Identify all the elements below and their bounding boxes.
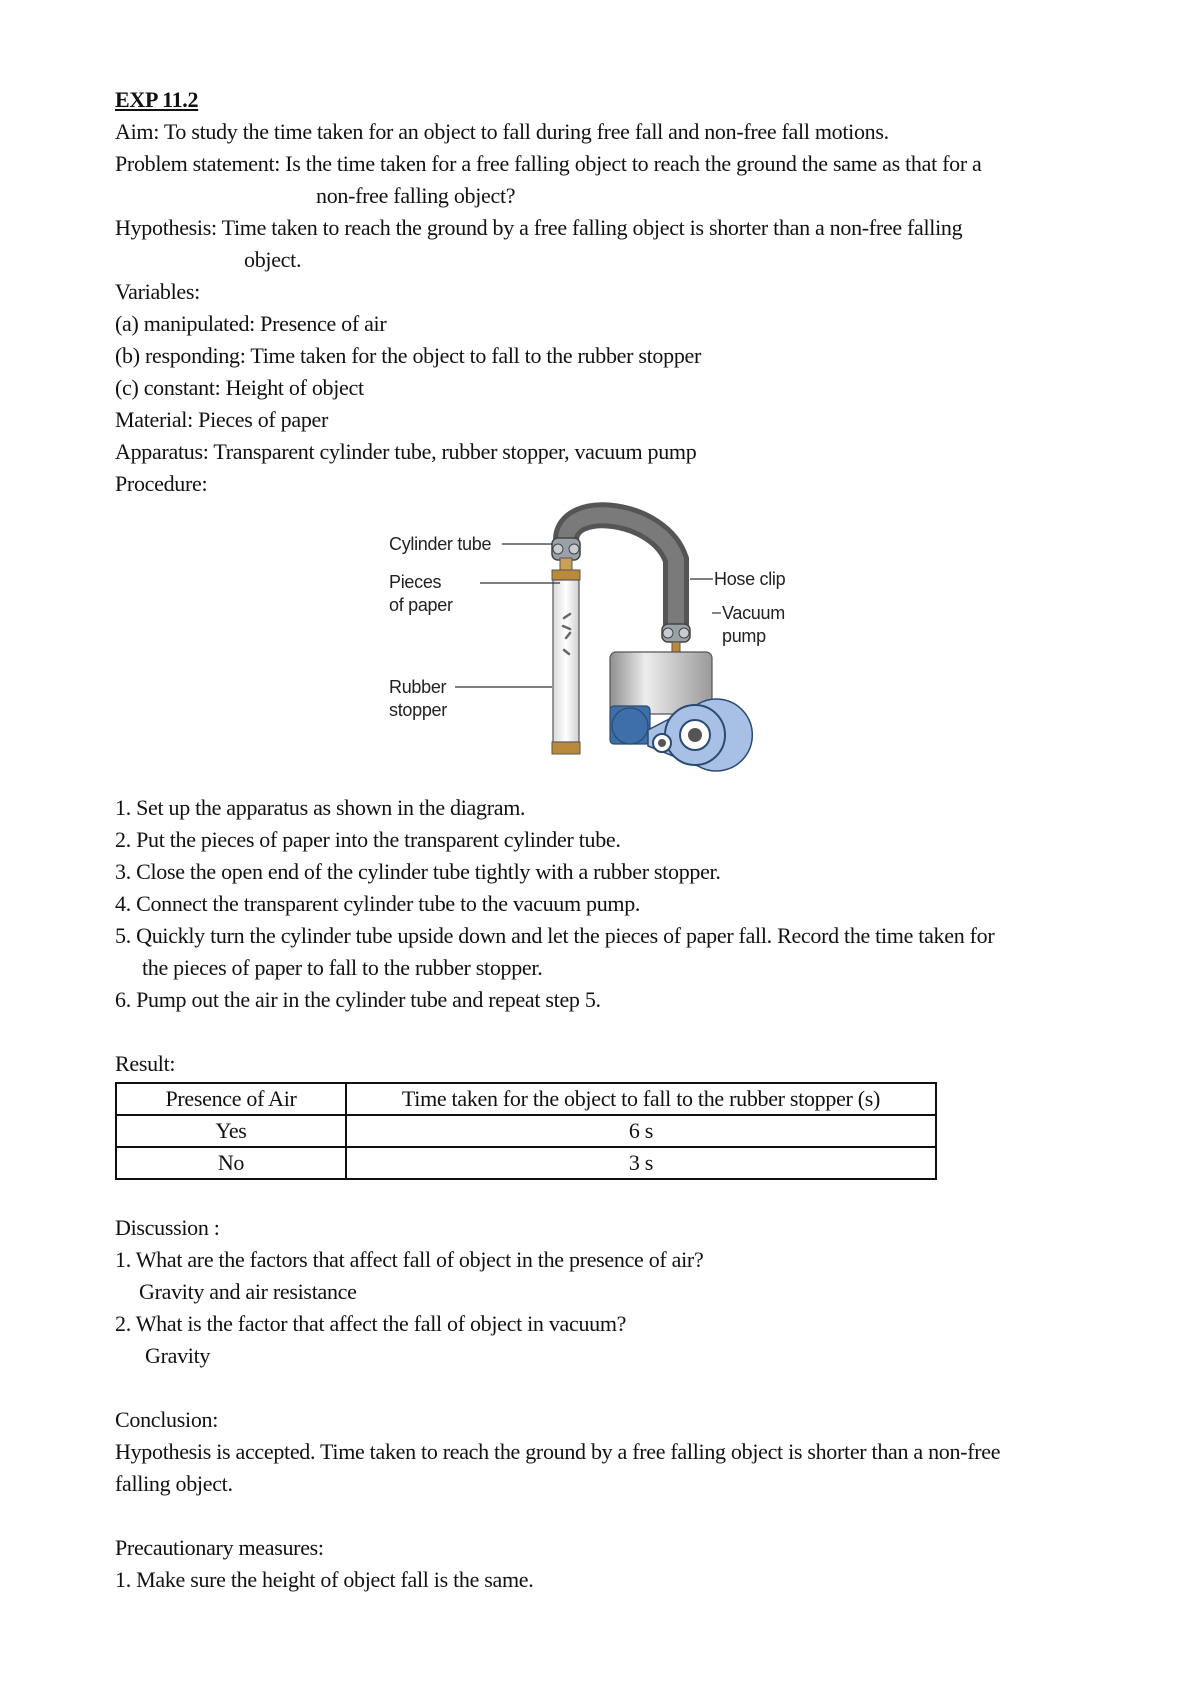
- label-rubber-line1: Rubber: [389, 677, 447, 697]
- apparatus-diagram: [389, 500, 820, 785]
- result-table: [115, 1082, 937, 1180]
- step-2: 2. Put the pieces of paper into the transparent cylinder tube.: [115, 827, 621, 852]
- discussion-answer-2: Gravity: [145, 1343, 211, 1368]
- top-stopper: [552, 570, 580, 580]
- result-heading: Result:: [115, 1051, 176, 1076]
- rubber-stopper: [552, 742, 580, 754]
- problem-statement-line2: non-free falling object?: [316, 183, 516, 208]
- label-hose-clip: Hose clip: [714, 569, 786, 589]
- apparatus-text: Apparatus: Transparent cylinder tube, rubber stopper, vacuum pump: [115, 439, 697, 464]
- table-cell: 3 s: [346, 1147, 936, 1179]
- hypothesis-line2: object.: [244, 247, 302, 272]
- cylinder-tube: [553, 580, 579, 742]
- label-pieces-line2: of paper: [389, 595, 453, 615]
- table-row: [116, 1115, 936, 1147]
- table-header-cell: Presence of Air: [116, 1083, 346, 1115]
- experiment-title: EXP 11.2: [115, 87, 199, 112]
- table-cell: Yes: [116, 1115, 346, 1147]
- label-pieces-line1: Pieces: [389, 572, 442, 592]
- pump-motor-wheel: [612, 708, 648, 744]
- discussion-question-2: 2. What is the factor that affect the fall of object in vacuum?: [115, 1311, 627, 1336]
- conclusion-heading: Conclusion:: [115, 1407, 219, 1432]
- precaution-item-1: 1. Make sure the height of object fall is the same.: [115, 1567, 534, 1592]
- step-5-continued: the pieces of paper to fall to the rubber stopper.: [142, 955, 543, 980]
- hose-clip-bottom-icon: [662, 624, 690, 642]
- conclusion-line2: falling object.: [115, 1471, 233, 1496]
- step-4: 4. Connect the transparent cylinder tube to the vacuum pump.: [115, 891, 641, 916]
- variable-constant: (c) constant: Height of object: [115, 375, 364, 400]
- table-header-cell: Time taken for the object to fall to the rubber stopper (s): [346, 1083, 936, 1115]
- hypothesis-line1: Hypothesis: Time taken to reach the ground by a free falling object is shorter than a non-free falling: [115, 215, 963, 240]
- discussion-answer-1: Gravity and air resistance: [139, 1279, 357, 1304]
- step-5: 5. Quickly turn the cylinder tube upside down and let the pieces of paper fall. Record the time taken for: [115, 923, 995, 948]
- label-vacuum-line1: Vacuum: [722, 603, 785, 623]
- variables-heading: Variables:: [115, 279, 200, 304]
- problem-statement-line1: Problem statement: Is the time taken for a free falling object to reach the ground the same as that for a: [115, 151, 982, 176]
- label-vacuum-line2: pump: [722, 626, 766, 646]
- procedure-heading: Procedure:: [115, 471, 208, 496]
- aim-text: Aim: To study the time taken for an object to fall during free fall and non-free fall motions.: [115, 119, 889, 144]
- discussion-question-1: 1. What are the factors that affect fall of object in the presence of air?: [115, 1247, 704, 1272]
- label-rubber-line2: stopper: [389, 700, 447, 720]
- label-cylinder-tube: Cylinder tube: [389, 534, 492, 554]
- table-cell: No: [116, 1147, 346, 1179]
- table-header-row: [116, 1083, 936, 1115]
- step-1: 1. Set up the apparatus as shown in the diagram.: [115, 795, 526, 820]
- hose-clip-top-icon: [552, 538, 580, 560]
- table-row: [116, 1147, 936, 1179]
- table-cell: 6 s: [346, 1115, 936, 1147]
- step-6: 6. Pump out the air in the cylinder tube and repeat step 5.: [115, 987, 601, 1012]
- variable-manipulated: (a) manipulated: Presence of air: [115, 311, 387, 336]
- conclusion-line1: Hypothesis is accepted. Time taken to reach the ground by a free falling object is shorter than a non-free: [115, 1439, 1001, 1464]
- precautions-heading: Precautionary measures:: [115, 1535, 324, 1560]
- material-text: Material: Pieces of paper: [115, 407, 329, 432]
- variable-responding: (b) responding: Time taken for the object to fall to the rubber stopper: [115, 343, 702, 368]
- discussion-heading: Discussion :: [115, 1215, 220, 1240]
- step-3: 3. Close the open end of the cylinder tube tightly with a rubber stopper.: [115, 859, 721, 884]
